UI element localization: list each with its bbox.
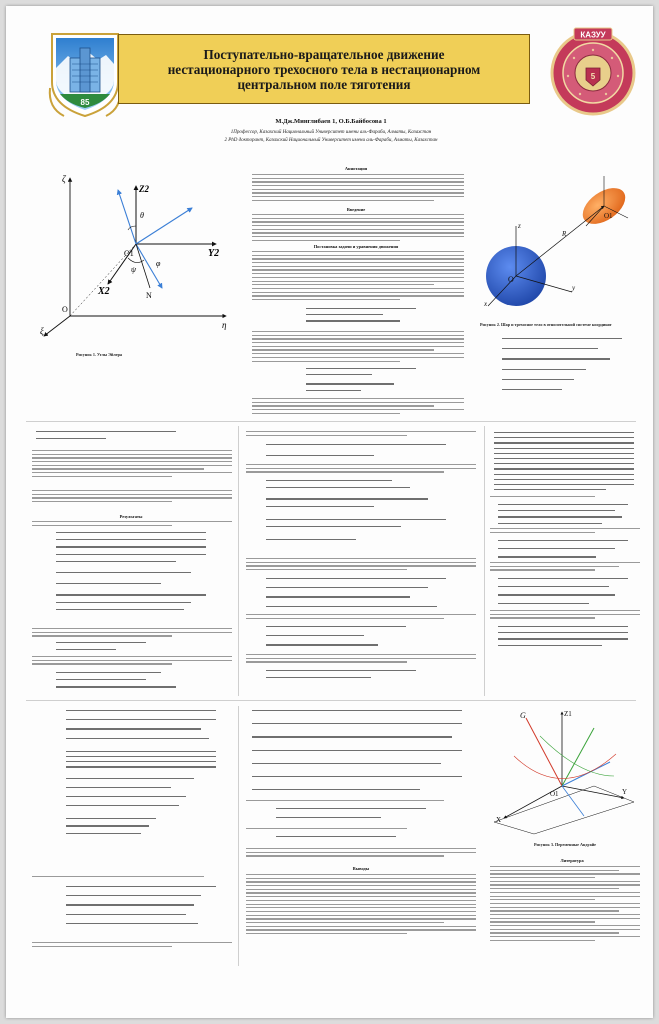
equation-block-c1 [266,444,446,456]
fig1-label-o1: O1 [124,249,134,258]
fig2-caption: Рисунок 2. Шар и трехосное тело в относительной системе координат [480,322,612,327]
fig2-label-o1: O1 [604,212,613,220]
equation-block-m2 [56,642,206,650]
fig3-caption: Рисунок 3. Переменные Андуайе [534,842,596,847]
column-divider-3 [238,706,239,966]
title-line-1: Поступательно-вращательное движение [203,46,445,62]
references-list [490,866,640,943]
affiliation-2: 2 PhD докторант, Казахский Национальный Университет имени аль-Фараби, Алматы, Казахстан [224,138,438,143]
fig3-label-g: G [520,711,526,720]
bottom-left-text-1 [32,876,232,880]
poster-title [156,47,493,92]
authors-line: М.Дж.Минглибаев 1, О.Б.Байбосова 1 [275,118,387,125]
affiliation-1: 1Профессор, Казахский Национальный Университет имени аль-Фараби, Алматы, Казахстан [230,130,432,135]
kaznu-logo-icon [46,28,124,120]
abstract-heading: Аннотация [344,166,368,171]
fig2-label-o: O [508,275,514,284]
fig3-label-x: X [496,816,502,824]
middle-right-text-2 [490,528,640,535]
middle-center-text-3 [246,558,476,573]
fig2-label-x: x [484,300,488,308]
middle-center-text-4 [246,614,476,621]
problem-text [252,251,464,303]
equation-block-2 [306,368,416,391]
fig1-label-phi: φ [156,259,161,268]
equation-block-r4 [498,578,628,604]
abstract-text [252,174,464,204]
middle-left-text-4 [32,656,232,667]
results-text [32,521,232,528]
figure-2-sphere-ellipsoid [476,166,636,316]
equation-block-b3 [252,710,462,790]
fig3-label-y: Y [622,788,628,796]
fig1-label-zeta: ζ [62,174,66,184]
logo-right-text: КАЗУУ [580,30,606,40]
fig1-label-z2: Z2 [139,184,149,194]
middle-right-text-4 [490,610,640,621]
equation-block-b4 [276,808,426,818]
conclusion-text [246,874,476,937]
middle-center-text-5 [246,654,476,665]
intro-text [252,214,464,244]
equation-block-b5 [276,836,426,837]
equation-block-r5 [498,626,628,646]
divider-row-1 [26,421,636,422]
bottom-left-text-2 [32,942,232,949]
fig2-label-z: z [518,222,521,230]
fig1-label-eta: η [222,320,227,330]
middle-center-text-2 [246,464,476,475]
poster [6,6,653,1018]
middle-left-text-2 [32,490,232,505]
equation-block-b1 [66,710,216,834]
conclusion-heading: Выводы [352,866,370,871]
divider-row-2 [26,700,636,701]
fig3-label-o1: O1 [550,790,559,798]
bottom-center-text-1 [246,800,476,804]
title-line-3: центральном поле тяготения [237,76,411,92]
fig1-label-x2: X2 [98,286,110,297]
equation-block-c2 [266,480,446,540]
svg-text:5: 5 [590,72,596,81]
title-line-2: нестационарного трехосного тела в нестационарном [167,61,481,77]
middle-center-text-1 [246,431,476,438]
equation-block-b2 [66,886,216,924]
figure-1-euler-angles [36,166,236,346]
fig2-label-y: y [572,284,576,292]
equation-block-c4 [266,626,406,646]
middle-left-text-3 [32,628,232,639]
equation-block-right-1 [502,338,622,390]
middle-left-text-1 [32,450,232,480]
intro-heading: Введение [346,207,366,212]
fig1-label-xi: ξ [40,326,44,336]
fig1-label-psi: ψ [131,265,136,274]
fig2-label-r: R [562,230,567,238]
bottom-center-text-3 [246,848,476,859]
fig3-label-z1: Z1 [564,710,572,718]
equation-block-m3 [56,672,206,688]
bottom-center-text-2 [246,828,476,832]
column-divider-2 [484,426,485,696]
equation-block-c5 [266,670,416,678]
problem-text-2 [252,331,464,364]
equation-block-r1 [494,432,634,490]
logo-year: 85 [80,98,90,107]
middle-right-text-3 [490,562,640,573]
equation-block-results [56,532,206,610]
equation-block-1 [306,308,416,322]
results-heading: Результаты [119,514,143,519]
column-divider-1 [238,426,239,696]
fig1-caption: Рисунок 1. Углы Эйлера [76,352,122,357]
fig1-label-n: N [146,291,152,300]
fig1-label-theta: θ [140,211,144,220]
equation-block-r3 [498,540,628,558]
equation-block-m1 [36,431,176,439]
kazuu-logo-icon [550,24,636,122]
figure-3-andoyer [484,706,644,836]
fig1-label-y2: Y2 [208,248,220,259]
references-heading: Литература [560,858,584,863]
problem-text-3 [252,398,464,416]
problem-heading: Постановка задачи и уравнения движения [313,244,399,249]
fig1-label-o: O [62,305,68,314]
poster-title-box [118,34,530,104]
equation-block-r2 [498,504,628,524]
middle-right-text-1 [490,496,640,500]
equation-block-c3 [266,578,446,607]
